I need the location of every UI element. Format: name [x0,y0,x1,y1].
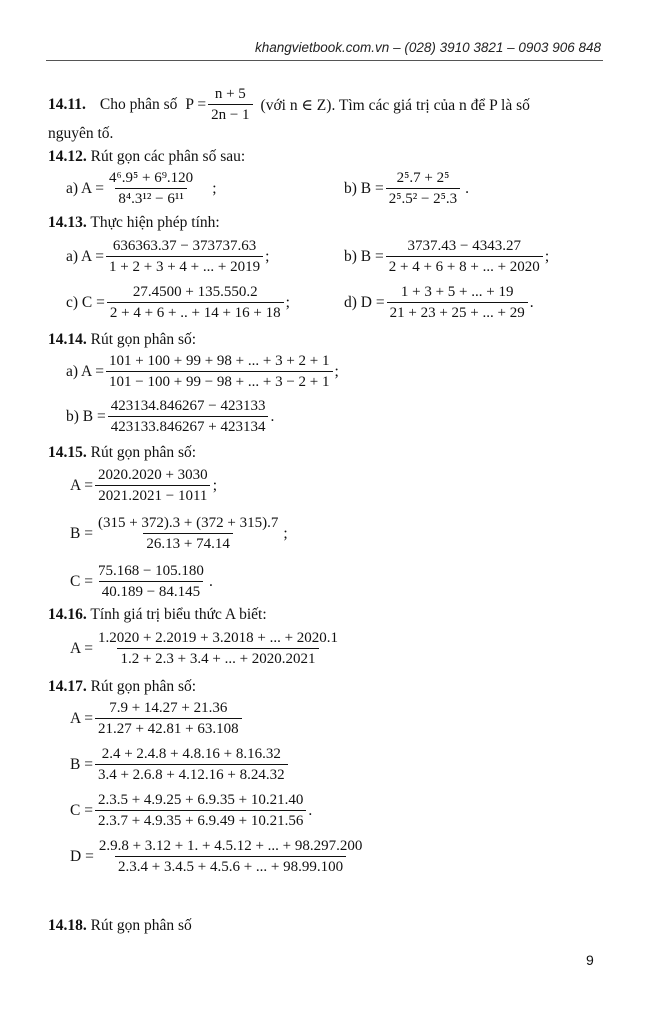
fraction-a [106,170,196,208]
problem-title: Rút gọn phân số: [90,331,197,348]
fraction-a [95,700,242,738]
item-lead: B = [70,525,93,542]
problem-14-11-line2: nguyên tố. [48,125,114,142]
problem-label: 14.11. [48,96,86,113]
denominator: 2⁵.5² − 2⁵.3 [386,188,460,208]
problem-14-17-b [70,746,290,784]
numerator: 2.3.5 + 4.9.25 + 6.9.35 + 10.21.40 [97,792,304,808]
denominator: 40.189 − 84.145 [99,581,203,601]
item-lead: a) A = [66,180,105,197]
header-rule [46,60,603,61]
problem-title: Rút gọn phân số: [90,444,197,461]
fraction-a [95,467,211,505]
problem-label: 14.16. [48,606,87,623]
item-lead: B = [70,756,93,773]
numerator: 7.9 + 14.27 + 21.36 [109,700,228,716]
problem-14-13 [48,214,220,232]
problem-14-17-c [70,792,312,830]
problem-14-14 [48,331,196,349]
denominator: 423133.846267 + 423134 [108,416,269,436]
problem-14-12-a [66,170,217,208]
denominator: 3.4 + 2.6.8 + 4.12.16 + 8.24.32 [95,764,288,784]
problem-label: 14.14. [48,331,87,348]
numerator: 2.9.8 + 3.12 + 1. + 4.5.12 + ... + 98.297.200 [98,838,363,854]
problem-label: 14.18. [48,917,87,934]
numerator: 2020.2020 + 3030 [97,467,208,483]
page-header: khangvietbook.com.vn – (028) 3910 3821 – 0903 906 848 [254,40,601,55]
fraction-b [95,746,288,784]
problem-title: Tính giá trị biểu thức A biết: [90,606,267,623]
separator: . [208,573,213,590]
denominator: 2.3.4 + 3.4.5 + 4.5.6 + ... + 98.99.100 [115,856,346,876]
separator: ; [265,248,270,265]
problem-label: 14.12. [48,148,87,165]
separator: ; [285,294,290,311]
problem-title: Rút gọn phân số [90,917,192,934]
numerator: (315 + 372).3 + (372 + 315).7 [97,515,279,531]
numerator: 101 + 100 + 99 + 98 + ... + 3 + 2 + 1 [109,353,330,369]
denominator: 1.2 + 2.3 + 3.4 + ... + 2020.2021 [117,648,318,668]
fraction-c [95,792,306,830]
problem-14-16 [48,606,267,624]
fraction-b [386,238,543,276]
page-number: 9 [586,952,594,968]
separator: ; [283,525,288,542]
fraction-c [107,284,284,322]
problem-14-14-b [66,398,274,436]
problem-14-13-b [344,238,549,276]
item-lead: A = [70,710,93,727]
problem-14-16-a [70,630,343,668]
separator: ; [212,180,217,197]
item-lead: a) A = [66,363,105,380]
problem-14-12-b [344,170,469,208]
problem-label: 14.15. [48,444,87,461]
problem-14-18 [48,917,192,935]
separator: ; [212,477,217,494]
problem-14-13-a [66,238,269,276]
denominator: 2021.2021 − 1011 [95,485,210,505]
problem-14-12 [48,148,245,166]
fraction-d [96,838,366,876]
separator: . [465,180,470,197]
numerator: 3737.43 − 4343.27 [407,238,522,254]
denominator: 21 + 23 + 25 + ... + 29 [387,302,528,322]
separator: ; [544,248,550,265]
separator: ; [334,363,339,380]
denominator: 2n − 1 [208,104,252,124]
problem-14-17 [48,678,196,696]
numerator: 2⁵.7 + 2⁵ [396,170,450,186]
problem-14-13-d [344,284,534,322]
item-lead: c) C = [66,294,105,311]
denominator: 21.27 + 42.81 + 63.108 [95,718,242,738]
fraction-a [106,353,332,391]
problem-14-15 [48,444,196,462]
fraction-b [386,170,460,208]
fraction-c [95,563,207,601]
item-lead: d) D = [344,294,385,311]
numerator: 423134.846267 − 423133 [110,398,266,414]
problem-tail: (với n ∈ Z). Tìm các giá trị của n để P là số [260,96,530,114]
item-lead: D = [70,848,94,865]
denominator: 2 + 4 + 6 + .. + 14 + 16 + 18 [107,302,284,322]
problem-14-11 [48,86,530,124]
denominator: 101 − 100 + 99 − 98 + ... + 3 − 2 + 1 [106,371,332,391]
fraction-d [387,284,528,322]
item-lead: C = [70,802,93,819]
var-p: P = [185,96,207,113]
problem-label: 14.17. [48,678,87,695]
separator: . [529,294,534,311]
problem-14-13-c [66,284,290,322]
item-lead: a) A = [66,248,105,265]
fraction-p [208,86,252,124]
numerator: 27.4500 + 135.550.2 [132,284,258,300]
problem-14-15-b [70,515,288,553]
item-lead: b) B = [344,248,384,265]
numerator: 1.2020 + 2.2019 + 3.2018 + ... + 2020.1 [97,630,339,646]
numerator: 4⁶.9⁵ + 6⁹.120 [109,170,194,186]
numerator: 2.4 + 2.4.8 + 4.8.16 + 8.16.32 [101,746,281,762]
numerator: 75.168 − 105.180 [97,563,204,579]
numerator: n + 5 [214,86,246,102]
problem-14-15-a [70,467,217,505]
denominator: 2.3.7 + 4.9.35 + 6.9.49 + 10.21.56 [95,810,306,830]
problem-lead: Cho phân số [99,96,178,113]
item-lead: C = [70,573,93,590]
problem-14-17-a [70,700,244,738]
problem-title: Rút gọn phân số: [90,678,197,695]
item-lead: A = [70,640,93,657]
problem-title: Rút gọn các phân số sau: [90,148,246,165]
numerator: 636363.37 − 373737.63 [112,238,257,254]
denominator: 26.13 + 74.14 [143,533,232,553]
fraction-b [108,398,269,436]
problem-14-15-c [70,563,213,601]
problem-title: Thực hiện phép tính: [90,214,220,231]
fraction-a [106,238,263,276]
problem-14-17-d [70,838,367,876]
problem-14-14-a [66,353,339,391]
item-lead: A = [70,477,93,494]
problem-label: 14.13. [48,214,87,231]
item-lead: b) B = [344,180,384,197]
fraction-a [95,630,341,668]
fraction-b [95,515,281,553]
denominator: 2 + 4 + 6 + 8 + ... + 2020 [386,256,543,276]
denominator: 1 + 2 + 3 + 4 + ... + 2019 [106,256,263,276]
numerator: 1 + 3 + 5 + ... + 19 [400,284,514,300]
denominator: 8⁴.3¹² − 6¹¹ [115,188,186,208]
separator: . [308,802,313,819]
separator: . [270,408,275,425]
item-lead: b) B = [66,408,106,425]
